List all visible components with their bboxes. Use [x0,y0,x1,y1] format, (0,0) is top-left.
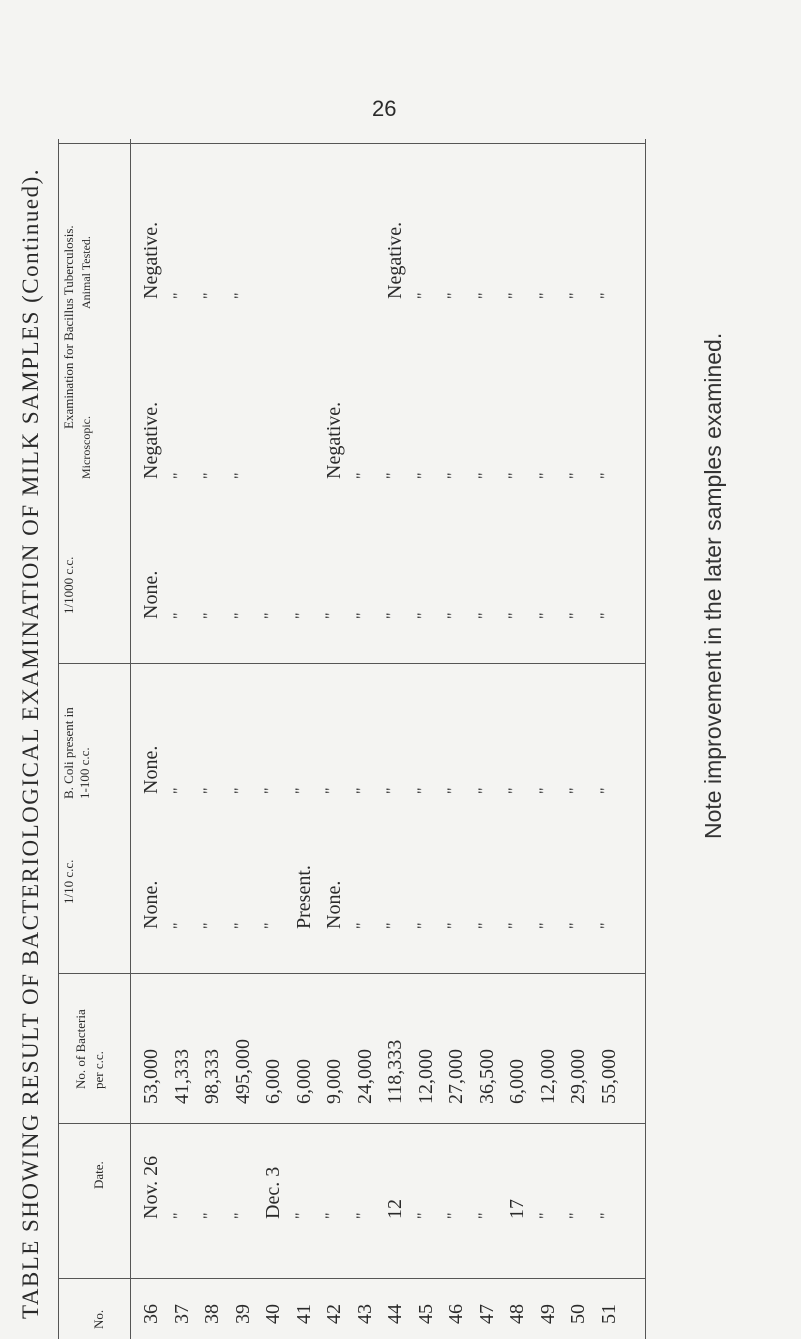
row-11-hundred: " [445,787,462,794]
row-11-thousandth: " [445,612,462,619]
row-5-bacteria: 6,000 [262,1059,284,1104]
row-15-hundred: " [567,787,584,794]
row-11-micro: " [445,472,462,479]
row-8-micro: " [353,472,371,479]
row-10-bacteria: 12,000 [414,1049,437,1104]
row-14-micro: " [536,472,554,479]
row-9-animal: Negative. [384,221,406,299]
row-9-date: 12 [384,1199,406,1219]
row-15-no: 50 [567,1304,589,1324]
row-3-date: " [201,1212,218,1219]
footnote: Note improvement in the later samples examined. [700,332,726,839]
row-6-tenth: Present. [292,865,315,929]
row-2-hundred: " [170,787,188,794]
row-14-bacteria: 12,000 [536,1049,559,1104]
row-5-thousandth: " [262,612,279,619]
row-7-micro: Negative. [323,401,345,479]
row-6-hundred: " [292,787,310,794]
row-12-thousandth: " [475,612,493,619]
row-9-no: 44 [384,1304,406,1324]
header-tb-animal: Animal Tested. [79,236,93,309]
row-2-tenth: " [170,922,188,929]
bottom-rule [645,139,646,1339]
row-15-date: " [567,1212,584,1219]
row-5-hundred: " [262,787,279,794]
col-rule-end [58,143,645,144]
row-13-micro: " [506,472,523,479]
row-10-thousandth: " [414,612,432,619]
row-15-animal: " [567,292,584,299]
table-title: TABLE SHOWING RESULT OF BACTERIOLOGICAL EXAMINATION OF MILK SAMPLES (Continued). [18,167,43,1319]
row-1-hundred: None. [140,745,162,794]
row-12-hundred: " [475,787,493,794]
row-9-thousandth: " [384,612,401,619]
row-4-animal: " [231,292,249,299]
row-14-hundred: " [536,787,554,794]
row-8-hundred: " [353,787,371,794]
row-2-date: " [170,1212,188,1219]
row-14-thousandth: " [536,612,554,619]
row-11-tenth: " [445,922,462,929]
header-coli-hundred: 1-100 c.c. [77,747,92,799]
row-4-date: " [231,1212,249,1219]
row-15-tenth: " [567,922,584,929]
row-7-bacteria: 9,000 [323,1059,345,1104]
header-bacteria-line2: per c.c. [91,1051,106,1089]
row-13-thousandth: " [506,612,523,619]
row-10-date: " [414,1212,432,1219]
row-1-date: Nov. 26 [140,1155,162,1219]
row-9-tenth: " [384,922,401,929]
row-6-bacteria: 6,000 [292,1059,315,1104]
row-7-date: " [323,1212,340,1219]
row-4-hundred: " [231,787,249,794]
row-11-date: " [445,1212,462,1219]
row-3-hundred: " [201,787,218,794]
row-14-animal: " [536,292,554,299]
row-7-no: 42 [323,1304,345,1324]
title-rule [58,139,59,1339]
header-coli-group: B. Coli present in [61,707,76,799]
header-coli-tenth: 1/10 c.c. [61,859,76,904]
row-16-animal: " [597,292,615,299]
header-tb-micro: Microscopic. [79,416,93,479]
row-3-tenth: " [201,922,218,929]
col-rule-bacteria [58,973,645,974]
header-rule [130,139,131,1339]
header-no: No. [91,1309,106,1329]
row-2-bacteria: 41,333 [170,1049,193,1104]
row-8-tenth: " [353,922,371,929]
row-7-thousandth: " [323,612,340,619]
row-13-no: 48 [506,1304,528,1324]
row-16-date: " [597,1212,615,1219]
row-16-no: 51 [597,1304,620,1324]
row-3-no: 38 [201,1304,223,1324]
row-3-micro: " [201,472,218,479]
row-12-no: 47 [475,1304,498,1324]
header-tb-group: Examination for Bacillus Tuberculosis. [61,225,76,429]
row-14-date: " [536,1212,554,1219]
row-7-hundred: " [323,787,340,794]
row-10-micro: " [414,472,432,479]
page-number: 26 [372,96,397,121]
row-1-thousandth: None. [140,570,162,619]
row-12-date: " [475,1212,493,1219]
row-13-animal: " [506,292,523,299]
row-15-thousandth: " [567,612,584,619]
row-10-hundred: " [414,787,432,794]
row-7-tenth: None. [323,880,345,929]
col-rule-date [58,1123,645,1124]
row-5-tenth: " [262,922,279,929]
row-10-animal: " [414,292,432,299]
row-2-micro: " [170,472,188,479]
header-date: Date. [91,1161,106,1189]
header-coli-thousandth: 1/1000 c.c. [61,556,76,614]
row-9-bacteria: 118,333 [384,1039,406,1104]
row-14-no: 49 [536,1304,559,1324]
row-11-bacteria: 27,000 [445,1049,467,1104]
col-rule-no [58,1278,645,1279]
row-16-bacteria: 55,000 [597,1049,620,1104]
row-16-tenth: " [597,922,615,929]
row-4-micro: " [231,472,249,479]
row-5-date: Dec. 3 [262,1166,284,1219]
row-8-bacteria: 24,000 [353,1049,376,1104]
row-12-bacteria: 36,500 [475,1049,498,1104]
row-1-no: 36 [140,1304,162,1324]
row-5-no: 40 [262,1304,284,1324]
row-8-no: 43 [353,1304,376,1324]
row-12-micro: " [475,472,493,479]
row-13-hundred: " [506,787,523,794]
row-15-micro: " [567,472,584,479]
row-13-date: 17 [506,1199,528,1219]
col-rule-coli [58,663,645,664]
row-6-no: 41 [292,1304,315,1324]
row-9-hundred: " [384,787,401,794]
row-1-micro: Negative. [140,401,162,479]
row-10-no: 45 [414,1304,437,1324]
row-4-tenth: " [231,922,249,929]
header-bacteria-line1: No. of Bacteria [73,1009,88,1089]
row-9-micro: " [384,472,401,479]
row-12-animal: " [475,292,493,299]
row-4-no: 39 [231,1304,254,1324]
row-16-thousandth: " [597,612,615,619]
row-13-bacteria: 6,000 [506,1059,528,1104]
row-2-animal: " [170,292,188,299]
row-1-bacteria: 53,000 [140,1049,162,1104]
row-12-tenth: " [475,922,493,929]
row-14-tenth: " [536,922,554,929]
row-16-hundred: " [597,787,615,794]
row-10-tenth: " [414,922,432,929]
row-6-thousandth: " [292,612,310,619]
row-3-bacteria: 98,333 [201,1049,223,1104]
row-3-thousandth: " [201,612,218,619]
row-13-tenth: " [506,922,523,929]
row-16-micro: " [597,472,615,479]
row-8-date: " [353,1212,371,1219]
row-6-date: " [292,1212,310,1219]
row-11-no: 46 [445,1304,467,1324]
row-3-animal: " [201,292,218,299]
row-8-thousandth: " [353,612,371,619]
row-2-no: 37 [170,1304,193,1324]
row-4-thousandth: " [231,612,249,619]
row-1-animal: Negative. [140,221,162,299]
row-15-bacteria: 29,000 [567,1049,589,1104]
rotated-table-sheet [0,139,801,1339]
row-4-bacteria: 495,000 [231,1039,254,1104]
row-1-tenth: None. [140,880,162,929]
row-11-animal: " [445,292,462,299]
row-2-thousandth: " [170,612,188,619]
